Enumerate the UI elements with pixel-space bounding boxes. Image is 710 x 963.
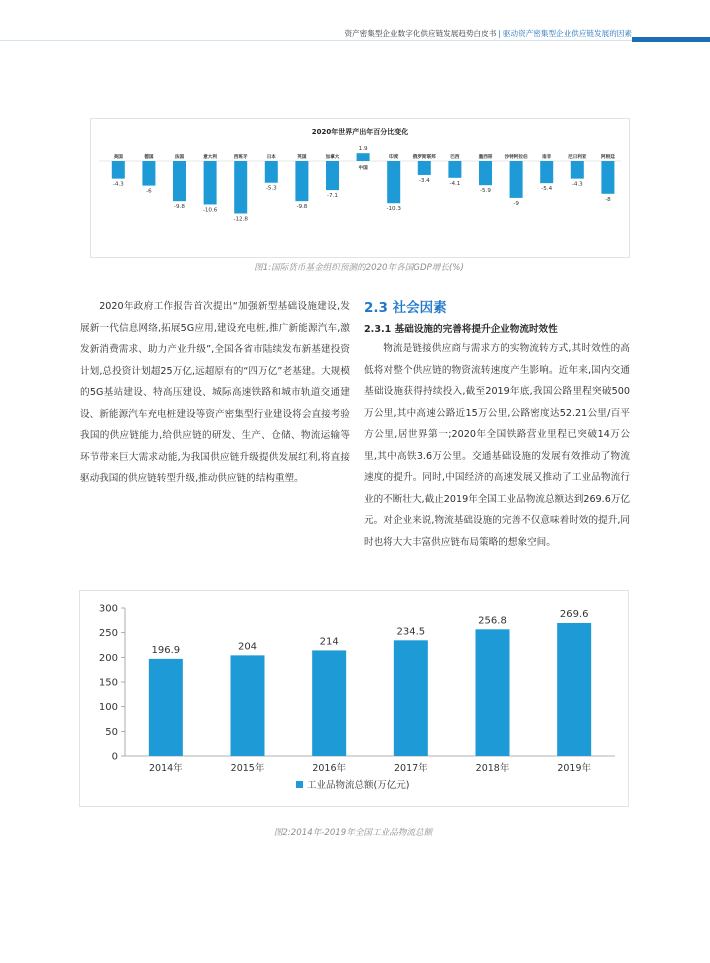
- header-accent-bar: [632, 37, 710, 42]
- data-label: -5.9: [480, 188, 491, 195]
- category-label: 阿根廷: [601, 155, 615, 160]
- figure2-caption: 图2:2014年-2019年全国工业品物流总额: [273, 828, 433, 838]
- x-tick-label: 2016年: [312, 763, 347, 774]
- y-tick-label: 50: [105, 726, 118, 738]
- bar: [173, 161, 186, 201]
- doc-title: 资产密集型企业数字化供应链发展趋势白皮书: [344, 29, 497, 38]
- y-tick-label: 100: [98, 702, 118, 714]
- x-tick-label: 2019年: [557, 763, 592, 774]
- category-label: 沙特阿拉伯: [504, 155, 528, 160]
- bar: [418, 161, 431, 175]
- bar: [571, 161, 584, 179]
- data-label: -4.3: [571, 181, 583, 188]
- logistics-chart-frame: [79, 590, 629, 807]
- bar: [149, 659, 183, 756]
- header-separator: |: [498, 29, 501, 38]
- data-label: 196.9: [151, 644, 181, 656]
- data-label: -10.6: [202, 207, 218, 214]
- data-label: -9.8: [174, 204, 185, 211]
- category-label: 加拿大: [325, 155, 340, 160]
- bar: [540, 161, 553, 183]
- data-label: 256.8: [478, 615, 507, 627]
- data-label: -4.1: [449, 180, 461, 187]
- category-label: 俄罗斯联邦: [412, 155, 436, 160]
- chart-title: 2020年世界产出年百分比变化: [311, 128, 409, 136]
- data-label: -4.3: [112, 181, 124, 188]
- y-tick-label: 250: [98, 628, 118, 640]
- data-label: -5.3: [265, 185, 277, 192]
- left-paragraph: 2020年政府工作报告首次提出“加强新型基础设施建设,发展新一代信息网络,拓展5G应用,建设充电桩,推广新能源汽车,激发新消费需求、助力产业升级”,全国各省市陆续发布新基建投资计划,总投资计划超25万亿,远超原有的“四万亿”老基建。大规模的5G基站建设、特高压建设、城际高速铁路和城市轨道交通建设、新能源汽车充电桩建设等资产密集型行业建设将会直接考验我国的供应链能力,给供应链的研发、生产、仓储、物流运输等环节带来巨大需求动能,为我国供应链升级提供发展红利,将直接驱动我国的供应链转型升级,推动供应链的结构重塑。: [80, 301, 350, 484]
- industrial-logistics-chart: [80, 591, 628, 806]
- bar: [265, 161, 278, 183]
- category-label: 南非: [542, 155, 552, 160]
- data-label: 1.9: [358, 146, 368, 153]
- category-label: 法国: [174, 155, 185, 160]
- subsection-title: 2.3.1 基础设施的完善将提升企业物流时效性: [364, 324, 558, 335]
- x-tick-label: 2017年: [393, 763, 428, 774]
- category-label: 意大利: [203, 155, 217, 160]
- bar: [479, 161, 492, 185]
- category-label: 印度: [389, 155, 399, 160]
- category-label: 中国: [358, 166, 368, 171]
- bar: [231, 655, 265, 756]
- data-label: -9.8: [296, 204, 308, 211]
- category-label: 德国: [144, 155, 154, 160]
- x-tick-label: 2014年: [148, 763, 183, 774]
- data-label: -5.4: [541, 186, 553, 193]
- category-label: 巴西: [450, 155, 460, 160]
- bar: [601, 161, 614, 194]
- bar: [357, 153, 370, 161]
- data-label: 269.6: [559, 608, 589, 620]
- right-column: [364, 338, 630, 553]
- bar: [234, 161, 247, 213]
- category-label: 英国: [297, 155, 307, 160]
- bar: [295, 161, 308, 201]
- bar: [394, 640, 428, 756]
- bar: [476, 629, 510, 756]
- bar: [204, 161, 217, 204]
- running-header: [344, 28, 632, 39]
- bar: [142, 161, 155, 186]
- category-label: 美国: [113, 155, 123, 160]
- x-tick-label: 2015年: [230, 763, 265, 774]
- header-rule: [0, 40, 710, 41]
- data-label: 214: [319, 636, 339, 648]
- bar: [112, 161, 125, 179]
- y-tick-label: 150: [98, 677, 118, 689]
- data-label: 204: [237, 641, 258, 653]
- bar: [312, 650, 346, 756]
- y-tick-label: 200: [98, 652, 118, 664]
- y-tick-label: 300: [98, 603, 118, 615]
- chapter-title: 驱动资产密集型企业供应链发展的因素: [502, 29, 632, 38]
- data-label: -12.8: [233, 216, 248, 223]
- x-tick-label: 2018年: [475, 763, 510, 774]
- category-label: 尼日利亚: [568, 155, 587, 160]
- y-tick-label: 0: [111, 751, 118, 763]
- data-label: -7.1: [327, 193, 338, 200]
- category-label: 日本: [266, 155, 276, 160]
- gdp-chart-frame: [90, 118, 630, 258]
- category-label: 墨西哥: [478, 155, 493, 160]
- data-label: -3.4: [418, 177, 430, 184]
- bar: [448, 161, 461, 178]
- figure1-caption: 图1:国际货币基金组织预测的2020年各国GDP增长(%): [254, 263, 464, 273]
- bar: [557, 623, 591, 756]
- category-label: 西班牙: [233, 155, 248, 160]
- bar: [326, 161, 339, 190]
- bar: [387, 161, 400, 203]
- data-label: -10.3: [386, 206, 401, 213]
- data-label: -8: [605, 196, 611, 203]
- legend-swatch: [296, 781, 303, 788]
- section-title: 2.3 社会因素: [364, 300, 447, 316]
- section-paragraph: 物流是链接供应商与需求方的实物流转方式,其时效性的高低将对整个供应链的物资流转速度产生影响。近年来,国内交通基础设施获得持续投入,截至2019年底,我国公路里程突破500万公里,其中高速公路近15万公里,公路密度达52.21公里/百平方公里,居世界第一;2020年全国铁路营业里程已突破14万公里,其中高铁3.6万公里。交通基础设施的发展有效推动了物流速度的提升。同时,中国经济的高速发展又推动了工业品物流行业的不断壮大,截止2019年全国工业品物流总额达到269.6万亿元。对企业来说,物流基础设施的完善不仅意味着时效的提升,同时也将大大丰富供应链布局策略的想象空间。: [364, 343, 630, 548]
- left-column: [80, 296, 350, 490]
- data-label: -9: [513, 200, 519, 207]
- legend-label: 工业品物流总额(万亿元): [307, 780, 410, 791]
- data-label: 234.5: [396, 626, 426, 638]
- bar: [510, 161, 523, 198]
- gdp-change-chart: [91, 119, 629, 257]
- data-label: -6: [146, 188, 152, 195]
